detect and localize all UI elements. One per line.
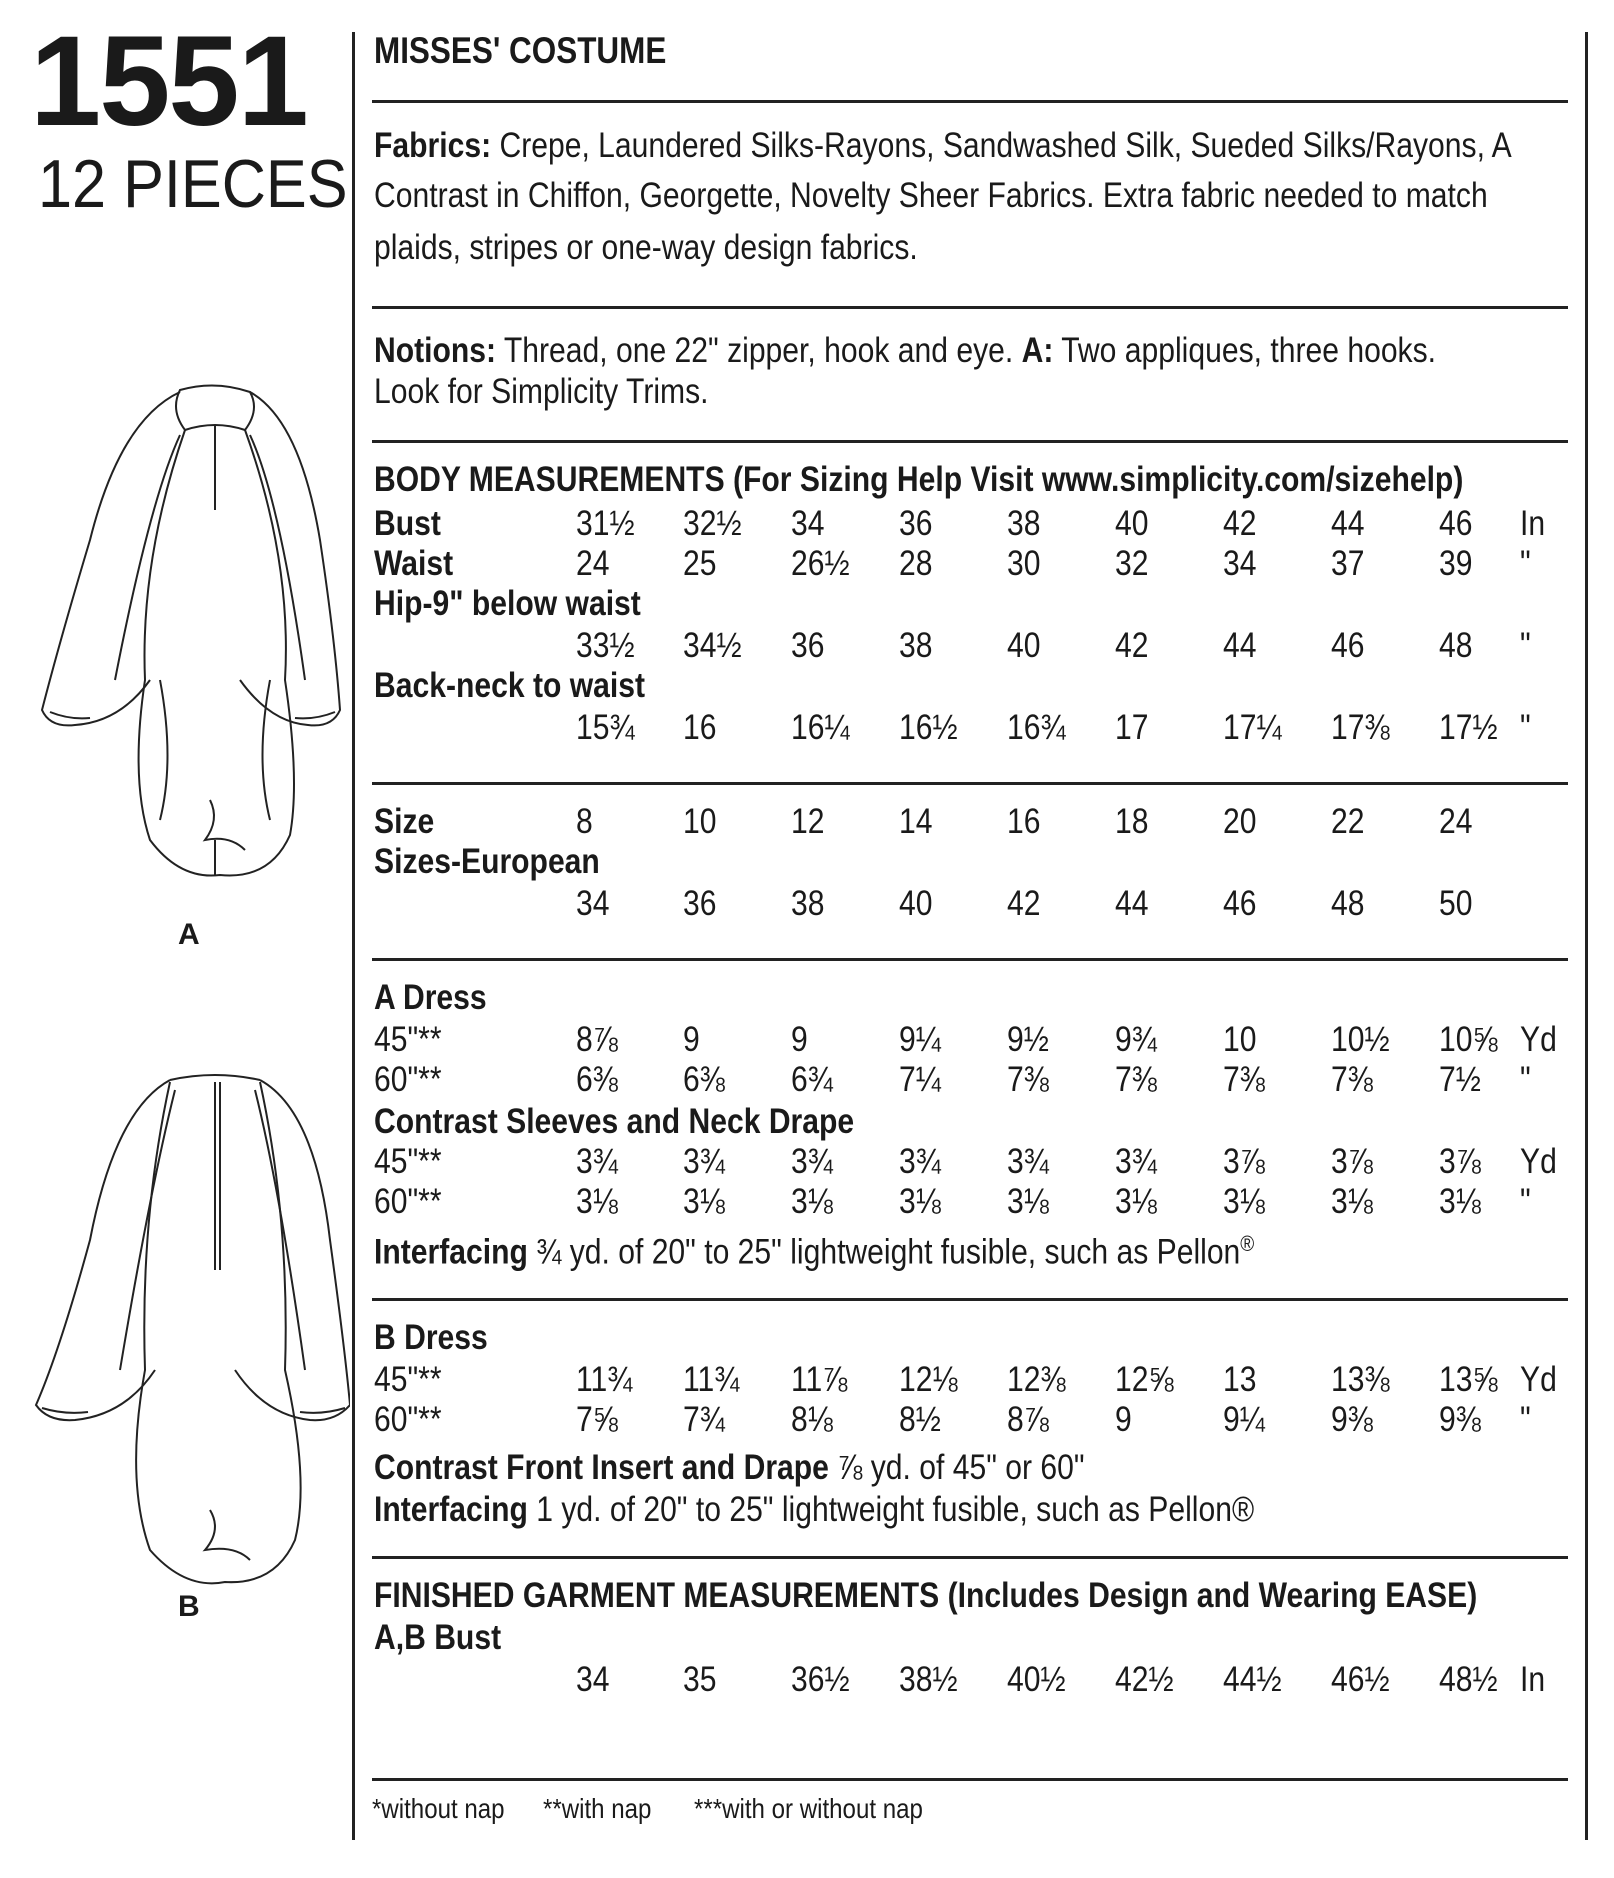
bust-row-value: 44	[1331, 504, 1365, 543]
a-contrast-60-row-value: 3⅛	[683, 1182, 725, 1221]
hip-row-label: Hip-9" below waist	[374, 584, 641, 623]
notions-label: Notions:	[374, 331, 497, 370]
footnote-without-nap: *without nap	[372, 1793, 505, 1824]
a-contrast-45-row-value: 3¾	[1115, 1142, 1157, 1181]
a-60-row-value: 6¾	[791, 1060, 833, 1099]
hip-row-value: 42	[1115, 626, 1149, 665]
european-size-row-value: 40	[899, 884, 933, 923]
a-60-row-value: 7⅜	[1331, 1060, 1373, 1099]
b-45-row-value: 12⅛	[899, 1360, 958, 1399]
waist-row-value: 39	[1439, 544, 1473, 583]
waist-row-value: 25	[683, 544, 717, 583]
a-contrast-60-row-value: 3⅛	[899, 1182, 941, 1221]
a-contrast-45-row-label: 45"**	[374, 1142, 442, 1181]
b-45-row-value: 11⅞	[791, 1360, 848, 1399]
waist-row-value: 26½	[791, 544, 850, 583]
a-dress-heading: A Dress	[374, 978, 487, 1017]
a-contrast-60-row-value: 3⅛	[576, 1182, 618, 1221]
notions-line-1: Notions: Thread, one 22" zipper, hook and eye. A: Two appliques, three hooks.	[374, 331, 1437, 370]
back-neck-row-value: 16¼	[791, 708, 850, 747]
a-contrast-45-row-value: 3¾	[576, 1142, 618, 1181]
finished-bust-row-value: 38½	[899, 1660, 958, 1699]
back-neck-row-value: 16	[683, 708, 717, 747]
b-60-row-unit: "	[1520, 1400, 1531, 1439]
a-contrast-60-row-value: 3⅛	[791, 1182, 833, 1221]
european-size-row-value: 34	[576, 884, 610, 923]
bust-row-unit: In	[1520, 504, 1546, 543]
european-size-row-value: 42	[1007, 884, 1041, 923]
finished-bust-row-value: 34	[576, 1660, 610, 1699]
finished-bust-row-label: A,B Bust	[374, 1618, 502, 1657]
a-60-row-value: 7½	[1439, 1060, 1481, 1099]
a-interfacing: Interfacing ¾ yd. of 20" to 25" lightweight fusible, such as Pellon®	[374, 1231, 1255, 1272]
bust-row-value: 40	[1115, 504, 1149, 543]
a-60-row-label: 60"**	[374, 1060, 442, 1099]
a-contrast-60-row-label: 60"**	[374, 1182, 442, 1221]
finished-bust-row-value: 44½	[1223, 1660, 1282, 1699]
b-60-row-value: 9⅜	[1439, 1400, 1481, 1439]
a-45-row-value: 9	[683, 1020, 700, 1059]
a-45-row-value: 9¼	[899, 1020, 941, 1059]
back-neck-row-value: 17¼	[1223, 708, 1282, 747]
european-size-row-value: 46	[1223, 884, 1257, 923]
b-45-row-value: 13⅝	[1439, 1360, 1498, 1399]
a-contrast-heading: Contrast Sleeves and Neck Drape	[374, 1102, 855, 1141]
b-45-row-value: 13⅜	[1331, 1360, 1390, 1399]
waist-row-value: 32	[1115, 544, 1149, 583]
a-contrast-45-row-unit: Yd	[1520, 1142, 1557, 1181]
pattern-title: MISSES' COSTUME	[374, 30, 667, 71]
b-60-row-value: 9⅜	[1331, 1400, 1373, 1439]
footer-divider	[372, 1778, 1568, 1781]
hip-row-value: 33½	[576, 626, 635, 665]
a-60-row-value: 6⅜	[683, 1060, 725, 1099]
european-size-row-label: Sizes-European	[374, 842, 600, 881]
pieces-count: 12 PIECES	[38, 146, 348, 222]
a-contrast-60-row-value: 3⅛	[1115, 1182, 1157, 1221]
size-row-value: 16	[1007, 802, 1041, 841]
b-60-row-value: 8½	[899, 1400, 941, 1439]
b-45-row-value: 12⅜	[1007, 1360, 1066, 1399]
right-border	[1585, 32, 1588, 1840]
b-45-row-value: 11¾	[576, 1360, 633, 1399]
a-contrast-60-row-value: 3⅛	[1439, 1182, 1481, 1221]
a-45-row-label: 45"**	[374, 1020, 442, 1059]
hip-row-unit: "	[1520, 626, 1531, 665]
size-row-value: 10	[683, 802, 717, 841]
a-contrast-60-row-unit: "	[1520, 1182, 1531, 1221]
back-neck-row-value: 17⅜	[1331, 708, 1390, 747]
a-60-row-value: 7⅜	[1223, 1060, 1265, 1099]
a-contrast-60-row-value: 3⅛	[1007, 1182, 1049, 1221]
a-45-row-value: 10	[1223, 1020, 1257, 1059]
waist-row-value: 37	[1331, 544, 1365, 583]
finished-bust-row-value: 42½	[1115, 1660, 1174, 1699]
a-contrast-60-row-value: 3⅛	[1223, 1182, 1265, 1221]
size-row-value: 22	[1331, 802, 1365, 841]
b-60-row-value: 9	[1115, 1400, 1132, 1439]
a-45-row-value: 10½	[1331, 1020, 1390, 1059]
fabrics-line-1: Fabrics: Crepe, Laundered Silks-Rayons, Sandwashed Silk, Sueded Silks/Rayons, A	[374, 126, 1512, 165]
back-neck-row-value: 17½	[1439, 708, 1498, 747]
european-size-row-value: 36	[683, 884, 717, 923]
a-contrast-45-row-value: 3⅞	[1223, 1142, 1265, 1181]
b-dress-divider	[372, 1556, 1568, 1559]
left-column-divider	[352, 32, 355, 1840]
finished-bust-row-value: 40½	[1007, 1660, 1066, 1699]
a-45-row-value: 9¾	[1115, 1020, 1157, 1059]
a-contrast-45-row-value: 3¾	[1007, 1142, 1049, 1181]
size-row-value: 24	[1439, 802, 1473, 841]
a-contrast-60-row-value: 3⅛	[1331, 1182, 1373, 1221]
finished-bust-row-value: 36½	[791, 1660, 850, 1699]
title-divider	[372, 100, 1568, 103]
back-neck-row-value: 15¾	[576, 708, 635, 747]
fabrics-line-3: plaids, stripes or one-way design fabrics.	[374, 228, 918, 267]
bust-row-value: 38	[1007, 504, 1041, 543]
a-contrast-45-row-value: 3¾	[899, 1142, 941, 1181]
bust-row-value: 32½	[683, 504, 742, 543]
finished-bust-row-value: 35	[683, 1660, 717, 1699]
hip-row-value: 46	[1331, 626, 1365, 665]
european-size-row-value: 50	[1439, 884, 1473, 923]
view-b-label: B	[178, 1590, 200, 1623]
bust-row-value: 34	[791, 504, 825, 543]
waist-row-label: Waist	[374, 544, 454, 583]
illustration-view-b	[30, 1070, 350, 1590]
b-60-row-label: 60"**	[374, 1400, 442, 1439]
european-size-row-value: 38	[791, 884, 825, 923]
size-row-value: 12	[791, 802, 825, 841]
b-45-row-value: 12⅝	[1115, 1360, 1174, 1399]
back-neck-row-value: 16½	[899, 708, 958, 747]
footnote-with-nap: **with nap	[543, 1793, 652, 1824]
hip-row-value: 36	[791, 626, 825, 665]
b-45-row-value: 13	[1223, 1360, 1257, 1399]
waist-row-value: 24	[576, 544, 610, 583]
back-neck-row-unit: "	[1520, 708, 1531, 747]
european-size-row-value: 48	[1331, 884, 1365, 923]
fabrics-divider	[372, 306, 1568, 309]
bust-row-value: 36	[899, 504, 933, 543]
size-row-value: 14	[899, 802, 933, 841]
a-45-row-value: 10⅝	[1439, 1020, 1498, 1059]
pattern-number: 1551	[30, 10, 307, 153]
bust-row-value: 46	[1439, 504, 1473, 543]
b-60-row-value: 8⅞	[1007, 1400, 1049, 1439]
back-neck-row-value: 16¾	[1007, 708, 1066, 747]
body-measurements-divider	[372, 782, 1568, 785]
b-dress-heading: B Dress	[374, 1318, 488, 1357]
illustration-view-a	[30, 380, 350, 880]
bust-row-value: 42	[1223, 504, 1257, 543]
footnote-with-or-without-nap: ***with or without nap	[694, 1793, 923, 1824]
notions-line-2: Look for Simplicity Trims.	[374, 372, 709, 411]
size-row-label: Size	[374, 802, 435, 841]
size-row-value: 18	[1115, 802, 1149, 841]
bust-row-value: 31½	[576, 504, 635, 543]
waist-row-value: 28	[899, 544, 933, 583]
a-contrast-45-row-value: 3¾	[683, 1142, 725, 1181]
sizes-divider	[372, 958, 1568, 961]
hip-row-value: 48	[1439, 626, 1473, 665]
fabrics-line-2: Contrast in Chiffon, Georgette, Novelty Sheer Fabrics. Extra fabric needed to match	[374, 176, 1488, 215]
notions-divider	[372, 440, 1568, 443]
b-60-row-value: 9¼	[1223, 1400, 1265, 1439]
a-dress-divider	[372, 1298, 1568, 1301]
a-60-row-value: 7⅜	[1007, 1060, 1049, 1099]
a-60-row-value: 6⅜	[576, 1060, 618, 1099]
b-60-row-value: 8⅛	[791, 1400, 833, 1439]
body-measurements-heading: BODY MEASUREMENTS (For Sizing Help Visit www.simplicity.com/sizehelp)	[374, 460, 1464, 499]
a-45-row-unit: Yd	[1520, 1020, 1557, 1059]
hip-row-value: 40	[1007, 626, 1041, 665]
size-row-value: 8	[576, 802, 593, 841]
hip-row-value: 34½	[683, 626, 742, 665]
finished-bust-row-value: 48½	[1439, 1660, 1498, 1699]
bust-row-label: Bust	[374, 504, 441, 543]
waist-row-unit: "	[1520, 544, 1531, 583]
b-interfacing: Interfacing 1 yd. of 20" to 25" lightweight fusible, such as Pellon®	[374, 1490, 1255, 1529]
size-row-value: 20	[1223, 802, 1257, 841]
b-60-row-value: 7⅝	[576, 1400, 618, 1439]
waist-row-value: 30	[1007, 544, 1041, 583]
a-45-row-value: 8⅞	[576, 1020, 618, 1059]
a-45-row-value: 9½	[1007, 1020, 1049, 1059]
a-45-row-value: 9	[791, 1020, 808, 1059]
b-60-row-value: 7¾	[683, 1400, 725, 1439]
view-a-label: A	[178, 918, 200, 951]
b-45-row-unit: Yd	[1520, 1360, 1557, 1399]
hip-row-value: 44	[1223, 626, 1257, 665]
finished-heading: FINISHED GARMENT MEASUREMENTS (Includes Design and Wearing EASE)	[374, 1576, 1478, 1615]
hip-row-value: 38	[899, 626, 933, 665]
b-45-row-label: 45"**	[374, 1360, 442, 1399]
b-contrast: Contrast Front Insert and Drape ⅞ yd. of 45" or 60"	[374, 1448, 1085, 1487]
finished-bust-row-unit: In	[1520, 1660, 1546, 1699]
a-60-row-value: 7⅜	[1115, 1060, 1157, 1099]
a-contrast-45-row-value: 3¾	[791, 1142, 833, 1181]
b-45-row-value: 11¾	[683, 1360, 740, 1399]
waist-row-value: 34	[1223, 544, 1257, 583]
finished-bust-row-value: 46½	[1331, 1660, 1390, 1699]
a-60-row-unit: "	[1520, 1060, 1531, 1099]
back-neck-row-value: 17	[1115, 708, 1149, 747]
fabrics-label: Fabrics:	[374, 126, 492, 165]
european-size-row-value: 44	[1115, 884, 1149, 923]
back-neck-row-label: Back-neck to waist	[374, 666, 646, 705]
a-contrast-45-row-value: 3⅞	[1331, 1142, 1373, 1181]
a-contrast-45-row-value: 3⅞	[1439, 1142, 1481, 1181]
a-60-row-value: 7¼	[899, 1060, 941, 1099]
